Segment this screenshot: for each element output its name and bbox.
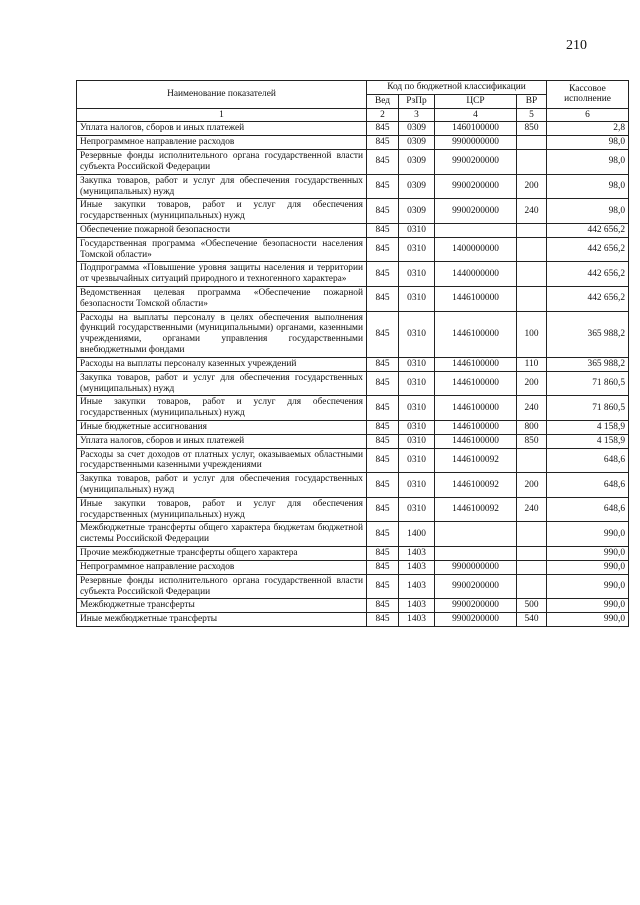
table-row [77, 199, 629, 224]
table-row [77, 547, 629, 561]
header-execution: Кассовое исполнение [547, 81, 629, 109]
row-ved: 845 [367, 371, 399, 396]
row-name: Закупка товаров, работ и услуг для обеспечения государственных (муниципальных) нужд [77, 473, 367, 498]
row-ved: 845 [367, 357, 399, 371]
row-rzpr: 0309 [399, 136, 435, 150]
row-ved: 845 [367, 199, 399, 224]
row-rzpr: 1403 [399, 547, 435, 561]
column-number: 1 [77, 108, 367, 122]
row-csr: 1446100092 [435, 473, 517, 498]
row-amount: 990,0 [547, 522, 629, 547]
table-row [77, 522, 629, 547]
column-number: 6 [547, 108, 629, 122]
row-ved: 845 [367, 287, 399, 312]
table-row [77, 396, 629, 421]
row-vr [517, 136, 547, 150]
row-vr: 110 [517, 357, 547, 371]
row-csr: 1440000000 [435, 262, 517, 287]
row-csr: 1460100000 [435, 122, 517, 136]
row-rzpr: 0310 [399, 223, 435, 237]
table-row [77, 420, 629, 434]
table-row [77, 497, 629, 522]
row-name: Государственная программа «Обеспечение безопасности населения Томской области» [77, 237, 367, 262]
table-row [77, 287, 629, 312]
table-row [77, 150, 629, 175]
row-ved: 845 [367, 599, 399, 613]
row-ved: 845 [367, 223, 399, 237]
row-name: Закупка товаров, работ и услуг для обеспечения государственных (муниципальных) нужд [77, 174, 367, 199]
row-name: Иные межбюджетные трансферты [77, 613, 367, 627]
row-name: Ведомственная целевая программа «Обеспечение пожарной безопасности Томской области» [77, 287, 367, 312]
row-csr: 9900200000 [435, 613, 517, 627]
row-amount: 98,0 [547, 199, 629, 224]
row-rzpr: 1400 [399, 522, 435, 547]
row-csr: 1446100000 [435, 357, 517, 371]
row-amount: 990,0 [547, 574, 629, 599]
row-ved: 845 [367, 174, 399, 199]
row-name: Расходы на выплаты персоналу в целях обеспечения выполнения функций государственными (муниципальными) органами, казенными учреждениями, органами управления государственными внебюджетными фондами [77, 311, 367, 357]
table-row [77, 223, 629, 237]
table-row [77, 237, 629, 262]
row-csr: 1400000000 [435, 237, 517, 262]
header-csr: ЦСР [435, 94, 517, 108]
row-amount: 990,0 [547, 613, 629, 627]
row-name: Иные закупки товаров, работ и услуг для обеспечения государственных (муниципальных) нужд [77, 497, 367, 522]
row-ved: 845 [367, 396, 399, 421]
row-ved: 845 [367, 434, 399, 448]
column-number: 2 [367, 108, 399, 122]
row-rzpr: 0310 [399, 371, 435, 396]
row-vr [517, 150, 547, 175]
row-ved: 845 [367, 448, 399, 473]
row-ved: 845 [367, 420, 399, 434]
row-csr: 9900200000 [435, 174, 517, 199]
row-vr: 200 [517, 371, 547, 396]
budget-table [76, 80, 629, 627]
row-rzpr: 1403 [399, 613, 435, 627]
header-name: Наименование показателей [77, 81, 367, 109]
row-vr [517, 547, 547, 561]
row-name: Расходы за счет доходов от платных услуг, оказываемых областными государственными казенными учреждениями [77, 448, 367, 473]
row-csr: 9900000000 [435, 560, 517, 574]
row-vr: 850 [517, 122, 547, 136]
table-row [77, 174, 629, 199]
row-amount: 4 158,9 [547, 434, 629, 448]
row-csr: 9900200000 [435, 199, 517, 224]
row-vr: 240 [517, 396, 547, 421]
row-csr [435, 522, 517, 547]
header-ved: Вед [367, 94, 399, 108]
row-csr: 1446100000 [435, 287, 517, 312]
row-ved: 845 [367, 547, 399, 561]
row-name: Резервные фонды исполнительного органа государственной власти субъекта Российской Федерации [77, 574, 367, 599]
row-csr: 1446100000 [435, 420, 517, 434]
row-vr: 500 [517, 599, 547, 613]
row-name: Закупка товаров, работ и услуг для обеспечения государственных (муниципальных) нужд [77, 371, 367, 396]
row-rzpr: 0310 [399, 497, 435, 522]
row-ved: 845 [367, 613, 399, 627]
row-ved: 845 [367, 574, 399, 599]
row-rzpr: 0310 [399, 448, 435, 473]
row-csr: 9900200000 [435, 150, 517, 175]
row-csr: 9900200000 [435, 599, 517, 613]
row-rzpr: 0310 [399, 420, 435, 434]
row-csr: 1446100000 [435, 311, 517, 357]
row-rzpr: 0310 [399, 287, 435, 312]
row-rzpr: 1403 [399, 560, 435, 574]
table-row [77, 448, 629, 473]
row-ved: 845 [367, 473, 399, 498]
row-rzpr: 1403 [399, 574, 435, 599]
row-rzpr: 0310 [399, 473, 435, 498]
row-ved: 845 [367, 560, 399, 574]
row-amount: 648,6 [547, 448, 629, 473]
row-name: Межбюджетные трансферты [77, 599, 367, 613]
row-amount: 442 656,2 [547, 237, 629, 262]
row-amount: 365 988,2 [547, 311, 629, 357]
row-amount: 442 656,2 [547, 287, 629, 312]
row-amount: 98,0 [547, 150, 629, 175]
row-csr: 1446100000 [435, 396, 517, 421]
row-rzpr: 0310 [399, 434, 435, 448]
table-row [77, 262, 629, 287]
table-row [77, 613, 629, 627]
row-amount: 71 860,5 [547, 371, 629, 396]
row-rzpr: 0309 [399, 122, 435, 136]
row-rzpr: 0310 [399, 237, 435, 262]
row-vr: 850 [517, 434, 547, 448]
row-vr [517, 237, 547, 262]
row-vr [517, 560, 547, 574]
row-name: Обеспечение пожарной безопасности [77, 223, 367, 237]
row-vr [517, 287, 547, 312]
row-name: Уплата налогов, сборов и иных платежей [77, 122, 367, 136]
row-rzpr: 0309 [399, 199, 435, 224]
row-name: Подпрограмма «Повышение уровня защиты населения и территории от чрезвычайных ситуаций природного и техногенного характера» [77, 262, 367, 287]
row-csr: 1446100092 [435, 448, 517, 473]
row-name: Иные закупки товаров, работ и услуг для обеспечения государственных (муниципальных) нужд [77, 199, 367, 224]
row-name: Прочие межбюджетные трансферты общего характера [77, 547, 367, 561]
table-row [77, 371, 629, 396]
row-name: Иные бюджетные ассигнования [77, 420, 367, 434]
table-row [77, 574, 629, 599]
row-vr: 100 [517, 311, 547, 357]
row-name: Уплата налогов, сборов и иных платежей [77, 434, 367, 448]
row-csr: 9900000000 [435, 136, 517, 150]
header-rzpr: РзПр [399, 94, 435, 108]
row-rzpr: 0310 [399, 311, 435, 357]
column-number: 5 [517, 108, 547, 122]
row-rzpr: 0309 [399, 150, 435, 175]
row-csr [435, 547, 517, 561]
row-name: Резервные фонды исполнительного органа государственной власти субъекта Российской Федерации [77, 150, 367, 175]
table-row [77, 434, 629, 448]
row-vr [517, 574, 547, 599]
table-row [77, 122, 629, 136]
row-csr: 1446100000 [435, 371, 517, 396]
row-vr: 800 [517, 420, 547, 434]
row-name: Непрограммное направление расходов [77, 136, 367, 150]
table-row [77, 136, 629, 150]
row-amount: 2,8 [547, 122, 629, 136]
row-amount: 648,6 [547, 497, 629, 522]
table-row [77, 473, 629, 498]
table-row [77, 560, 629, 574]
row-amount: 365 988,2 [547, 357, 629, 371]
row-vr [517, 522, 547, 547]
row-name: Расходы на выплаты персоналу казенных учреждений [77, 357, 367, 371]
row-ved: 845 [367, 311, 399, 357]
row-vr: 200 [517, 473, 547, 498]
row-amount: 4 158,9 [547, 420, 629, 434]
row-vr: 200 [517, 174, 547, 199]
row-ved: 845 [367, 262, 399, 287]
row-rzpr: 0309 [399, 174, 435, 199]
row-rzpr: 0310 [399, 357, 435, 371]
row-ved: 845 [367, 122, 399, 136]
row-vr [517, 262, 547, 287]
header-row [77, 81, 629, 95]
row-vr [517, 223, 547, 237]
row-amount: 442 656,2 [547, 223, 629, 237]
page-number: 210 [566, 38, 587, 53]
row-vr: 240 [517, 497, 547, 522]
row-rzpr: 0310 [399, 262, 435, 287]
row-ved: 845 [367, 522, 399, 547]
row-amount: 648,6 [547, 473, 629, 498]
column-number: 4 [435, 108, 517, 122]
row-rzpr: 1403 [399, 599, 435, 613]
row-amount: 990,0 [547, 599, 629, 613]
row-ved: 845 [367, 150, 399, 175]
table-row [77, 599, 629, 613]
row-amount: 98,0 [547, 136, 629, 150]
row-vr: 540 [517, 613, 547, 627]
table-row [77, 357, 629, 371]
row-name: Межбюджетные трансферты общего характера бюджетам бюджетной системы Российской Федерации [77, 522, 367, 547]
row-ved: 845 [367, 237, 399, 262]
column-number: 3 [399, 108, 435, 122]
row-csr: 1446100000 [435, 434, 517, 448]
row-amount: 71 860,5 [547, 396, 629, 421]
row-csr: 1446100092 [435, 497, 517, 522]
row-csr [435, 223, 517, 237]
header-vr: ВР [517, 94, 547, 108]
header-code-group: Код по бюджетной классификации [367, 81, 547, 95]
row-name: Иные закупки товаров, работ и услуг для обеспечения государственных (муниципальных) нужд [77, 396, 367, 421]
row-ved: 845 [367, 136, 399, 150]
row-amount: 442 656,2 [547, 262, 629, 287]
row-vr: 240 [517, 199, 547, 224]
row-name: Непрограммное направление расходов [77, 560, 367, 574]
row-amount: 990,0 [547, 547, 629, 561]
table-row [77, 311, 629, 357]
row-vr [517, 448, 547, 473]
row-csr: 9900200000 [435, 574, 517, 599]
row-ved: 845 [367, 497, 399, 522]
row-rzpr: 0310 [399, 396, 435, 421]
row-amount: 990,0 [547, 560, 629, 574]
column-number-row [77, 108, 629, 122]
row-amount: 98,0 [547, 174, 629, 199]
